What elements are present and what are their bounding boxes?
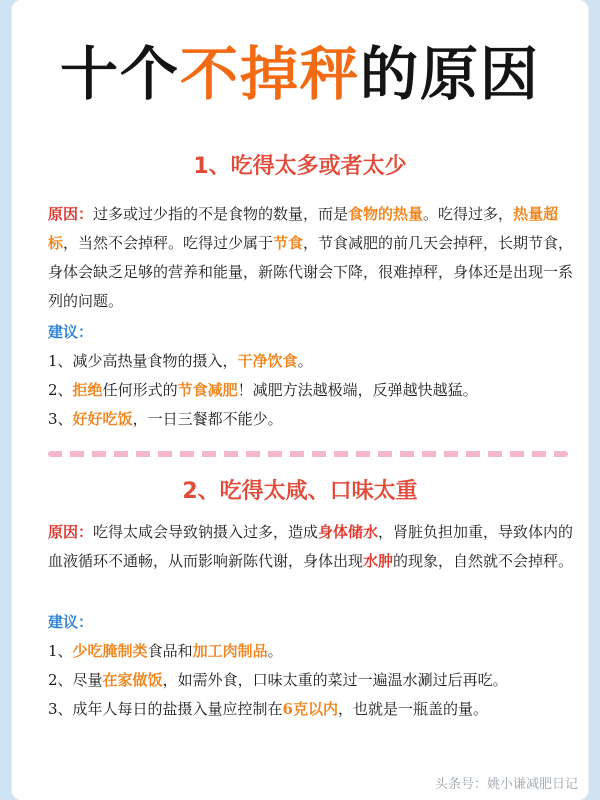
section2-reason bbox=[48, 518, 576, 576]
body-text: ，如需外食，口味太重的菜过一遍温水涮过后再吃。 bbox=[162, 671, 508, 689]
section1-reason-text bbox=[48, 205, 573, 310]
section2-advice-label: 建议： bbox=[48, 613, 94, 631]
highlight-text: 节食减肥 bbox=[177, 381, 238, 399]
article-card bbox=[12, 0, 588, 800]
body-text: 吃得太咸会导致钠摄入过多，造成 bbox=[93, 523, 319, 541]
section1-reason bbox=[48, 200, 576, 316]
body-text: ！减肥方法越极端，反弹越快越猛。 bbox=[237, 381, 478, 399]
section2-reason-label: 原因： bbox=[48, 523, 94, 541]
section1-advice-item-2 bbox=[48, 376, 576, 405]
body-text: 3、成年人每日的盐摄入量应控制在 bbox=[48, 700, 283, 718]
body-text: 3、 bbox=[48, 410, 73, 428]
watermark: 头条号：姚小谦减肥日记 bbox=[434, 776, 578, 791]
body-text: ，一日三餐都不能少。 bbox=[132, 410, 283, 428]
section2-advice bbox=[48, 608, 576, 724]
highlight-text: 节食 bbox=[273, 234, 304, 252]
highlight-text: 6克以内 bbox=[282, 700, 338, 718]
body-text: 过多或过少指的不是食物的数量，而是 bbox=[93, 205, 349, 223]
title-prefix: 十个 bbox=[59, 40, 180, 108]
section1-reason-label: 原因： bbox=[48, 205, 94, 223]
highlight-text: 少吃腌制类 bbox=[72, 642, 148, 660]
body-text: ，肾脏负担加重，导致体内的血液循环不通畅，从而影响新陈代谢，身体出现 bbox=[48, 523, 574, 570]
section-divider bbox=[48, 451, 568, 457]
body-text: 2、 bbox=[48, 381, 73, 399]
title-highlight: 不掉秤 bbox=[179, 40, 360, 108]
section2-advice-item-2 bbox=[48, 666, 576, 695]
section2-advice-item-3 bbox=[48, 695, 576, 724]
title-suffix: 的原因 bbox=[360, 40, 541, 108]
body-text: ，节食减肥的前几天会掉秤，长期节食，身体会缺乏足够的营养和能量，新陈代谢会下降，很难掉秤，身体还是出现一系列的问题。 bbox=[48, 234, 574, 310]
body-text: 1、减少高热量食物的摄入， bbox=[48, 352, 238, 370]
highlight-text: 在家做饭 bbox=[102, 671, 163, 689]
section1-advice bbox=[48, 318, 576, 434]
body-text: ，也就是一瓶盖的量。 bbox=[337, 700, 488, 718]
body-text: 的现象，自然就不会掉秤。 bbox=[393, 552, 574, 570]
highlight-text: 水肿 bbox=[363, 552, 394, 570]
highlight-text: 拒绝 bbox=[72, 381, 103, 399]
section1-advice-item-3 bbox=[48, 405, 576, 434]
highlight-text: 好好吃饭 bbox=[72, 410, 133, 428]
page-title bbox=[12, 38, 588, 110]
section1-advice-label: 建议： bbox=[48, 323, 94, 341]
highlight-text: 热量超标 bbox=[48, 205, 559, 252]
section2-heading: 2、吃得太咸、口味太重 bbox=[182, 479, 418, 504]
body-text: 任何形式的 bbox=[102, 381, 178, 399]
body-text: 。 bbox=[267, 642, 283, 660]
body-text: 。吃得过多， bbox=[423, 205, 514, 223]
section1-advice-item-1 bbox=[48, 347, 576, 376]
highlight-text: 干净饮食 bbox=[237, 352, 298, 370]
body-text: 。 bbox=[297, 352, 313, 370]
body-text: ，当然不会掉秤。吃得过少属于 bbox=[63, 234, 274, 252]
highlight-text: 食物的热量 bbox=[348, 205, 424, 223]
section2-advice-item-1 bbox=[48, 637, 576, 666]
body-text: 1、 bbox=[48, 642, 73, 660]
section1-heading: 1、吃得太多或者太少 bbox=[193, 154, 407, 179]
body-text: 食品和 bbox=[147, 642, 193, 660]
body-text: 2、尽量 bbox=[48, 671, 103, 689]
highlight-text: 身体储水 bbox=[318, 523, 379, 541]
highlight-text: 加工肉制品 bbox=[192, 642, 268, 660]
section2-reason-text bbox=[48, 523, 573, 570]
